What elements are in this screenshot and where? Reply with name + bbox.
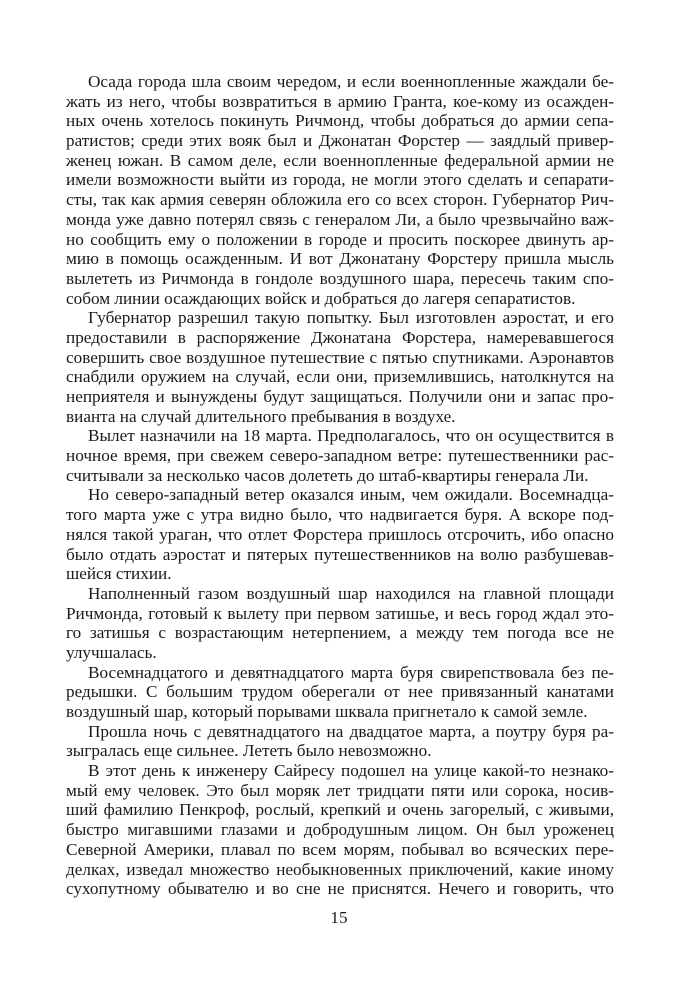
text-line: шейся стихии.: [66, 564, 172, 584]
text-line: быстро мигавшими глазами и добродушным лицом. Он был уроженец: [66, 820, 614, 840]
paragraph: [66, 72, 614, 308]
text-line: сты, так как армия северян обложила его со всех сторон. Губернатор Рич-: [66, 190, 614, 210]
text-line: Но северо-западный ветер оказался иным, чем ожидали. Восемнадца-: [88, 485, 614, 505]
text-line: жать из него, чтобы возвратиться в армию Гранта, кое-кому из осажден-: [66, 91, 614, 111]
text-line: мый ему человек. Это был моряк лет тридцати пяти или сорока, носив-: [66, 780, 614, 800]
text-line: ший фамилию Пенкроф, рослый, крепкий и очень загорелый, с живыми,: [66, 800, 614, 820]
paragraph: [66, 663, 614, 722]
text-line: женец южан. В самом деле, если военнопленные федеральной армии не: [66, 150, 614, 170]
text-line: ных очень хотелось покинуть Ричмонд, чтобы добраться до армии сепа-: [66, 111, 614, 131]
text-line: улучшалась.: [66, 642, 157, 662]
text-line: Наполненный газом воздушный шар находился на главной площади: [88, 583, 614, 603]
text-line: нялся такой ураган, что отлет Форстера пришлось отсрочить, ибо опасно: [66, 524, 614, 544]
text-line: ратистов; среди этих вояк был и Джонатан Форстер — заядлый привер-: [66, 131, 614, 151]
text-line: го затишья с возрастающим нетерпением, а между тем погода все не: [66, 623, 614, 643]
text-line: снабдили оружием на случай, если они, приземлившись, натолкнутся на: [66, 367, 614, 387]
text-line: совершить свое воздушное путешествие с пятью спутниками. Аэронавтов: [66, 347, 614, 367]
text-line: делках, изведал множество необыкновенных приключений, какие иному: [66, 859, 614, 879]
text-line: имели возможности выйти из города, не могли этого сделать и сепарати-: [66, 170, 614, 190]
paragraph: [66, 485, 614, 583]
text-line: но сообщить ему о положении в городе и просить поскорее двинуть ар-: [66, 229, 614, 249]
text-line: неприятеля и вынуждены будут защищаться. Получили они и запас про-: [66, 387, 614, 406]
text-line: монда уже давно потерял связь с генералом Ли, а было чрезвычайно важ-: [66, 209, 614, 229]
text-line: вианта на случай длительного пребывания в воздухе.: [66, 406, 456, 426]
text-line: Вылет назначили на 18 марта. Предполагалось, что он осуществится в: [88, 426, 614, 446]
text-line: ночное время, при свежем северо-западном ветре: путешественники рас-: [66, 446, 614, 466]
text-line: Губернатор разрешил такую попытку. Был изготовлен аэростат, и его: [88, 308, 614, 328]
text-line: Осада города шла своим чередом, и если военнопленные жаждали бе-: [88, 72, 614, 91]
text-line: было отдать аэростат и пятерых путешественников на волю разбушевав-: [66, 544, 614, 564]
paragraph: [66, 761, 614, 899]
text-line: мию в помощь осажденным. И вот Джонатану Форстеру пришла мысль: [66, 249, 614, 269]
text-line: Восемнадцатого и девятнадцатого марта буря свирепствовала без пе-: [88, 662, 614, 682]
text-line: Прошла ночь с девятнадцатого на двадцатое марта, а поутру буря ра-: [88, 721, 614, 741]
text-line: того марта уже с утра видно было, что надвигается буря. А вскоре под-: [66, 505, 614, 525]
paragraph: [66, 308, 614, 426]
text-line: собом линии осаждающих войск и добраться до лагеря сепаратистов.: [66, 288, 576, 308]
page-number: 15: [330, 908, 348, 927]
text-line: предоставили в распоряжение Джонатана Форстера, намеревавшегося: [66, 327, 614, 347]
text-line: В этот день к инженеру Сайресу подошел на улице какой-то незнако-: [88, 761, 614, 781]
text-line: вылететь из Ричмонда в гондоле воздушного шара, пересечь таким спо-: [66, 268, 614, 288]
text-line: Ричмонда, готовый к вылету при первом затишье, и весь город ждал это-: [66, 603, 614, 623]
text-line: зыгралась еще сильнее. Лететь было невозможно.: [66, 741, 432, 761]
text-line: Северной Америки, плавал по всем морям, побывал во всяческих пере-: [66, 839, 614, 859]
paragraph: [66, 722, 614, 761]
text-line: считывали за несколько часов долететь до штаб-квартиры генерала Ли.: [66, 465, 589, 485]
text-line: сухопутному обывателю и во сне не приснятся. Нечего и говорить, что: [66, 879, 614, 899]
text-line: редышки. С большим трудом оберегали от нее привязанный канатами: [66, 682, 614, 702]
paragraph: [66, 584, 614, 663]
text-line: воздушный шар, который порывами шквала пригнетало к самой земле.: [66, 702, 588, 721]
page-body-text: [66, 72, 614, 899]
paragraph: [66, 426, 614, 485]
